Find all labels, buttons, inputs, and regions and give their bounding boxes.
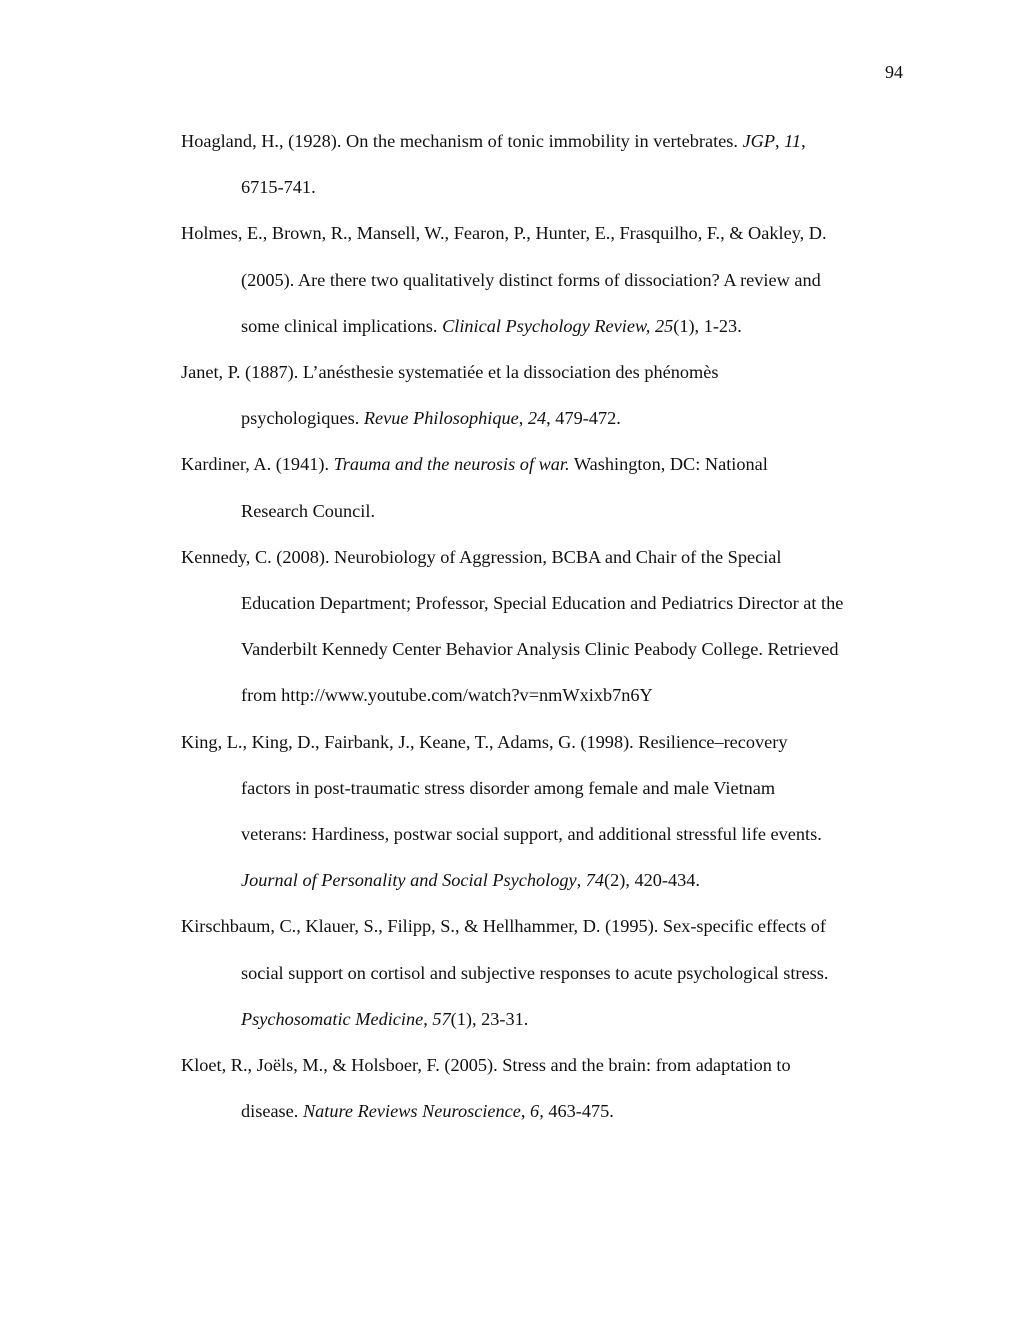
reference-line bbox=[241, 1009, 528, 1029]
reference-italic-text: 24 bbox=[527, 408, 547, 429]
reference-entry bbox=[181, 118, 911, 210]
reference-text: (2), 420-434. bbox=[604, 870, 700, 891]
reference-line bbox=[181, 1055, 791, 1075]
reference-line bbox=[241, 593, 843, 613]
reference-text: , bbox=[801, 131, 806, 151]
reference-text: (1), 1-23. bbox=[673, 315, 742, 336]
reference-line bbox=[181, 454, 768, 474]
reference-italic-text: Clinical Psychology Review, 25 bbox=[442, 315, 674, 336]
reference-text: (1), 23-31. bbox=[450, 1008, 529, 1029]
reference-text: from http://www.youtube.com/watch?v=nmWxixb7n6Y bbox=[241, 685, 653, 706]
reference-line bbox=[241, 1101, 614, 1121]
reference-entry bbox=[181, 719, 911, 904]
reference-entry bbox=[181, 210, 911, 349]
reference-line bbox=[181, 547, 782, 567]
reference-text: Kloet, R., Joëls, M., & Holsboer, F. (2005). Stress and the brain: from adaptation to bbox=[181, 1055, 791, 1076]
reference-text: , bbox=[518, 408, 528, 429]
reference-entry bbox=[181, 441, 911, 533]
reference-text: , bbox=[775, 131, 785, 151]
reference-list bbox=[181, 118, 911, 1134]
reference-text: King, L., King, D., Fairbank, J., Keane, T., Adams, G. (1998). Resilience–recovery bbox=[181, 731, 788, 752]
reference-line bbox=[241, 639, 839, 659]
reference-italic-text: Nature Reviews Neuroscience bbox=[302, 1101, 521, 1122]
reference-text: disease. bbox=[241, 1101, 303, 1122]
reference-line bbox=[241, 778, 775, 798]
reference-italic-text: 57 bbox=[432, 1008, 451, 1029]
reference-italic-text: Trauma and the neurosis of war. bbox=[333, 454, 570, 475]
reference-entry bbox=[181, 349, 911, 441]
reference-text: Hoagland, H., (1928). On the mechanism of tonic immobility in vertebrates. bbox=[181, 131, 743, 151]
reference-text: Kennedy, C. (2008). Neurobiology of Aggression, BCBA and Chair of the Special bbox=[181, 546, 782, 567]
reference-line bbox=[241, 316, 742, 336]
reference-text: Janet, P. (1887). L’anésthesie systematiée et la dissociation des phénomès bbox=[181, 362, 719, 383]
reference-text: 6715-741. bbox=[241, 177, 316, 198]
reference-line bbox=[181, 131, 806, 151]
reference-line bbox=[241, 870, 700, 890]
reference-italic-text: JGP bbox=[742, 131, 775, 151]
reference-line bbox=[241, 685, 653, 705]
reference-text: Education Department; Professor, Special Education and Pediatrics Director at the bbox=[241, 593, 844, 614]
reference-line bbox=[241, 408, 621, 428]
reference-text: some clinical implications. bbox=[241, 315, 443, 336]
reference-line bbox=[181, 223, 827, 243]
reference-line bbox=[241, 501, 375, 521]
reference-text: psychologiques. bbox=[241, 408, 364, 429]
reference-line bbox=[241, 824, 822, 844]
reference-text: , bbox=[576, 870, 586, 891]
reference-italic-text: 74 bbox=[585, 870, 605, 891]
reference-text: Vanderbilt Kennedy Center Behavior Analysis Clinic Peabody College. Retrieved bbox=[241, 639, 839, 660]
reference-entry bbox=[181, 903, 911, 1042]
reference-text: 463-475. bbox=[543, 1101, 614, 1122]
reference-text: (2005). Are there two qualitatively distinct forms of dissociation? A review and bbox=[241, 269, 821, 290]
reference-line bbox=[181, 916, 826, 936]
reference-text: veterans: Hardiness, postwar social support, and additional stressful life events. bbox=[241, 824, 822, 845]
reference-line bbox=[181, 732, 788, 752]
reference-text: Research Council. bbox=[241, 500, 376, 521]
reference-line bbox=[241, 963, 828, 983]
reference-text: Washington, DC: National bbox=[569, 454, 768, 475]
page-number: 94 bbox=[885, 62, 903, 82]
reference-italic-text: 11 bbox=[784, 131, 802, 151]
reference-text: Kirschbaum, C., Klauer, S., Filipp, S., & Hellhammer, D. (1995). Sex-specific effects of bbox=[181, 916, 827, 937]
reference-italic-text: Psychosomatic Medicine bbox=[241, 1008, 424, 1029]
reference-line bbox=[241, 270, 821, 290]
reference-entry bbox=[181, 534, 911, 719]
reference-line bbox=[241, 177, 316, 197]
reference-italic-text: Revue Philosophique bbox=[363, 408, 519, 429]
reference-text: , bbox=[423, 1008, 433, 1029]
reference-text: , 479-472. bbox=[546, 408, 621, 429]
reference-text: Holmes, E., Brown, R., Mansell, W., Fearon, P., Hunter, E., Frasquilho, F., & Oakley, D. bbox=[181, 223, 827, 244]
reference-italic-text: Journal of Personality and Social Psychology bbox=[241, 870, 577, 891]
reference-line bbox=[181, 362, 718, 382]
reference-text: Kardiner, A. (1941). bbox=[181, 454, 334, 475]
reference-entry bbox=[181, 1042, 911, 1134]
reference-text: , bbox=[520, 1101, 531, 1122]
reference-text: social support on cortisol and subjective responses to acute psychological stress. bbox=[241, 962, 829, 983]
reference-text: factors in post-traumatic stress disorder among female and male Vietnam bbox=[241, 777, 776, 798]
reference-italic-text: 6, bbox=[530, 1101, 544, 1122]
